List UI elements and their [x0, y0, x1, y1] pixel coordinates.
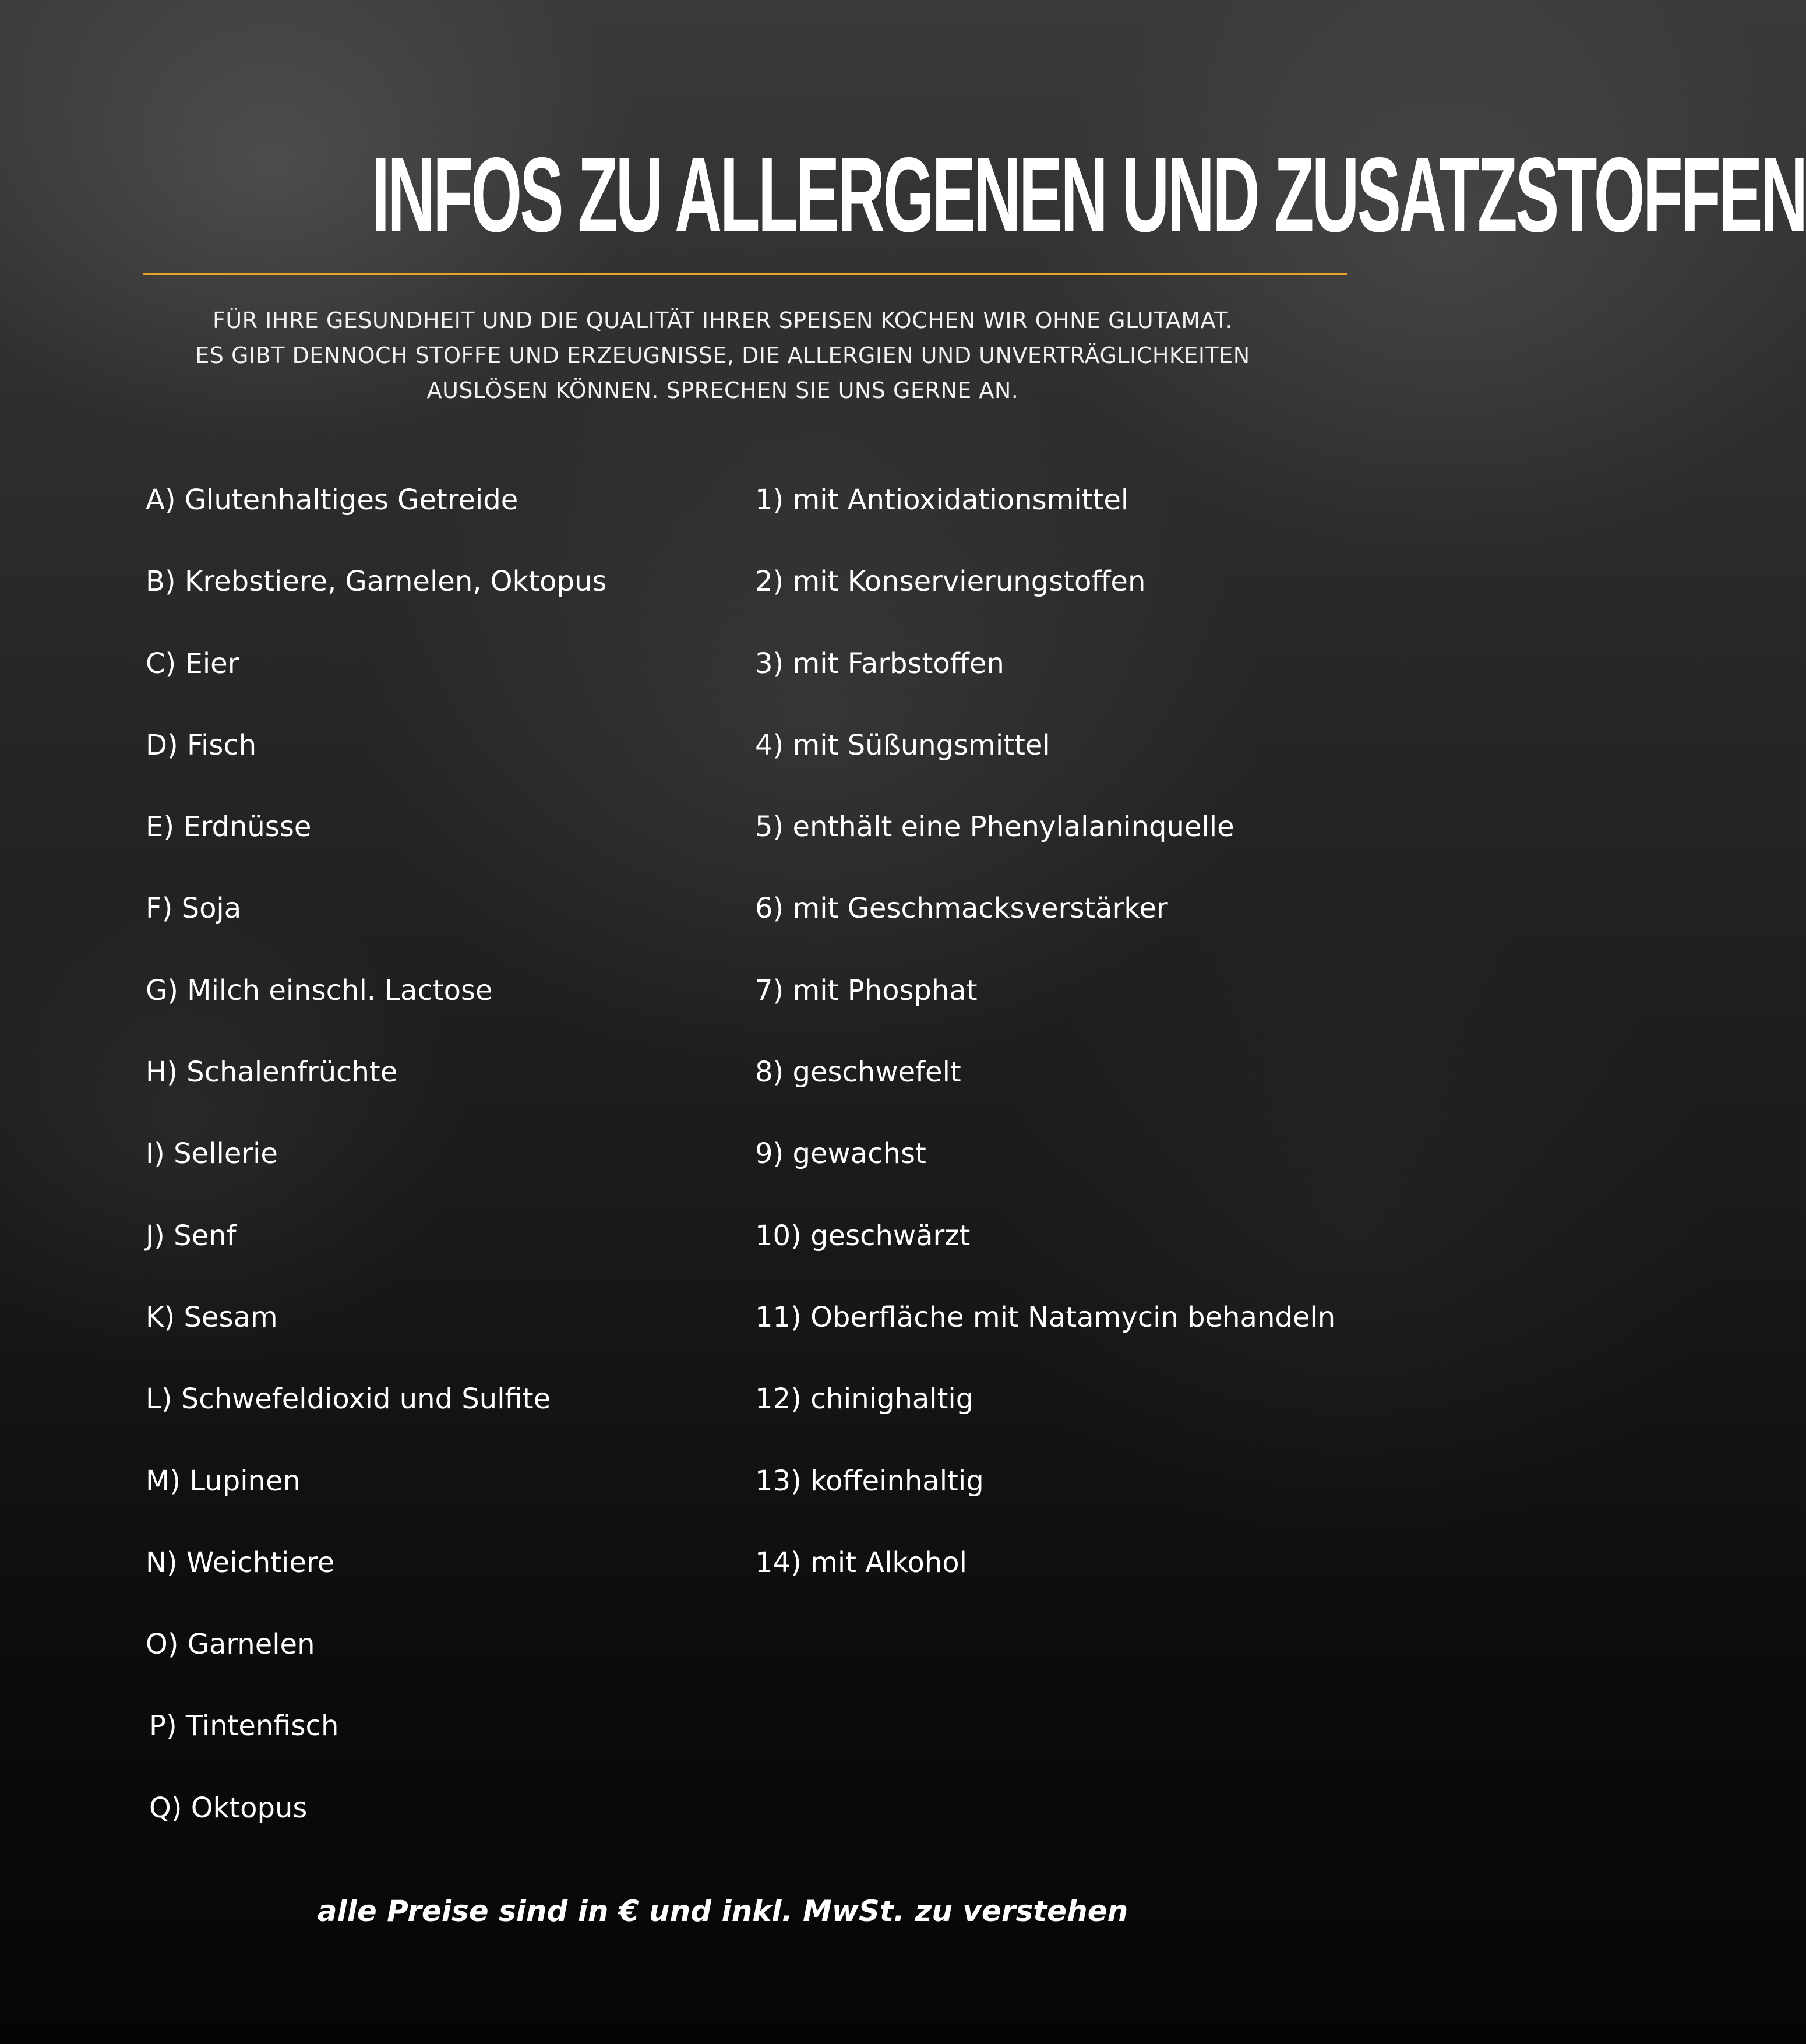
- additive-item: 9) gewachst: [755, 1137, 926, 1171]
- title-divider: [143, 273, 1347, 275]
- allergen-item: I) Sellerie: [146, 1137, 278, 1171]
- allergen-item: K) Sesam: [146, 1301, 278, 1334]
- price-note: alle Preise sind in € und inkl. MwSt. zu verstehen: [317, 1894, 1128, 1928]
- additive-item: 10) geschwärzt: [755, 1219, 971, 1252]
- additive-item: 7) mit Phosphat: [755, 974, 978, 1007]
- additive-item: 8) geschwefelt: [755, 1056, 961, 1089]
- page-title: INFOS ZU ALLERGENEN UND ZUSATZSTOFFEN: [371, 135, 1806, 254]
- allergen-item: H) Schalenfrüchte: [146, 1056, 398, 1089]
- additive-list: [755, 478, 1425, 1622]
- allergen-list: [146, 478, 728, 1867]
- allergen-item: G) Milch einschl. Lactose: [146, 974, 493, 1007]
- allergen-item: C) Eier: [146, 647, 239, 680]
- additive-item: 14) mit Alkohol: [755, 1546, 967, 1579]
- additive-item: 1) mit Antioxidationsmittel: [755, 484, 1129, 516]
- allergen-item: M) Lupinen: [146, 1464, 301, 1497]
- intro-text: [117, 303, 1329, 408]
- additive-item: 13) koffeinhaltig: [755, 1464, 984, 1497]
- allergen-item: F) Soja: [146, 892, 242, 925]
- additive-item: 6) mit Geschmacksverstärker: [755, 892, 1168, 925]
- additive-item: 3) mit Farbstoffen: [755, 647, 1004, 680]
- allergen-item: P) Tintenfisch: [149, 1710, 339, 1743]
- intro-line: FÜR IHRE GESUNDHEIT UND DIE QUALITÄT IHRER SPEISEN KOCHEN WIR OHNE GLUTAMAT.: [212, 308, 1233, 333]
- additive-item: 11) Oberfläche mit Natamycin behandeln: [755, 1301, 1336, 1334]
- additive-item: 2) mit Konservierungstoffen: [755, 565, 1146, 598]
- allergen-item: Q) Oktopus: [149, 1791, 308, 1824]
- allergen-item: J) Senf: [146, 1219, 237, 1252]
- allergen-item: O) Garnelen: [146, 1628, 315, 1661]
- additive-item: 12) chinighaltig: [755, 1383, 974, 1416]
- allergen-item: L) Schwefeldioxid und Sulfite: [146, 1383, 551, 1416]
- intro-line: AUSLÖSEN KÖNNEN. SPRECHEN SIE UNS GERNE AN.: [426, 378, 1019, 403]
- intro-line: ES GIBT DENNOCH STOFFE UND ERZEUGNISSE, DIE ALLERGIEN UND UNVERTRÄGLICHKEITEN: [195, 343, 1250, 368]
- allergen-item: E) Erdnüsse: [146, 810, 312, 844]
- allergen-item: B) Krebstiere, Garnelen, Oktopus: [146, 565, 607, 598]
- allergen-item: D) Fisch: [146, 728, 257, 762]
- additive-item: 4) mit Süßungsmittel: [755, 728, 1050, 762]
- allergen-item: A) Glutenhaltiges Getreide: [146, 484, 518, 516]
- allergen-item: N) Weichtiere: [146, 1546, 335, 1579]
- additive-item: 5) enthält eine Phenylalaninquelle: [755, 810, 1234, 844]
